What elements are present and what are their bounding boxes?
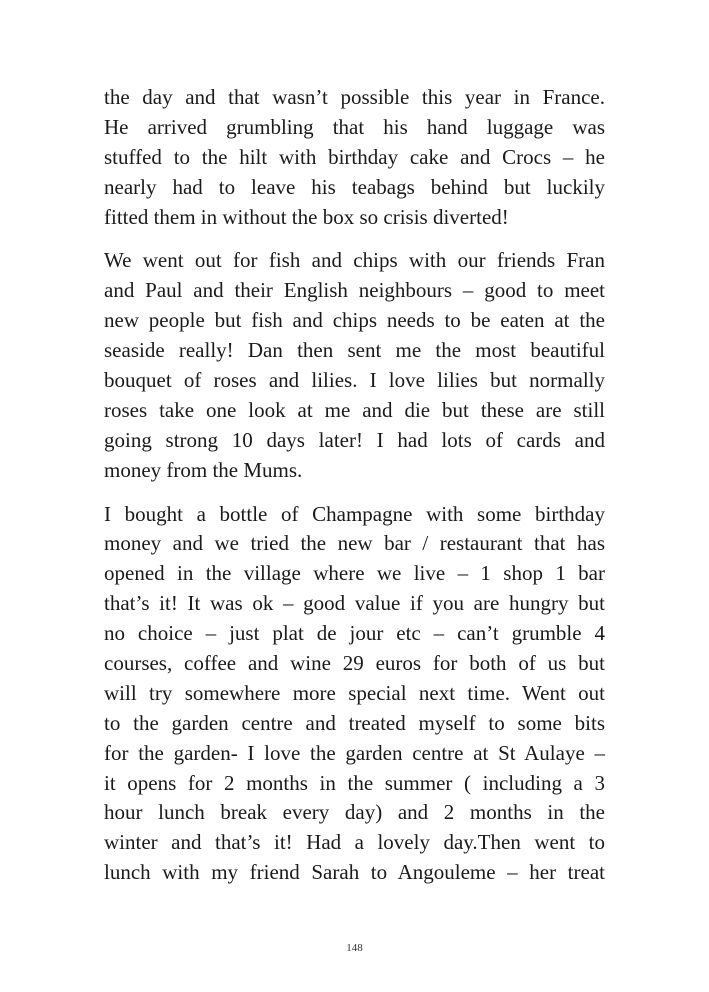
- text-line: going strong 10 days later! I had lots of cards and: [104, 427, 605, 452]
- text-line: He arrived grumbling that his hand luggage was: [104, 114, 605, 139]
- text-line: and Paul and their English neighbours – good to meet: [104, 278, 605, 303]
- text-line: We went out for fish and chips with our friends Fran: [104, 248, 605, 273]
- paragraph-3: [104, 500, 605, 889]
- text-line: for the garden- I love the garden centre at St Aulaye –: [104, 740, 605, 765]
- text-line: hour lunch break every day) and 2 months in the: [104, 800, 605, 825]
- page-body: [104, 83, 605, 902]
- text-line: new people but fish and chips needs to be eaten at the: [104, 308, 605, 333]
- text-line: no choice – just plat de jour etc – can’t grumble 4: [104, 621, 605, 646]
- text-line: I bought a bottle of Champagne with some birthday: [104, 501, 605, 526]
- text-line: nearly had to leave his teabags behind but luckily: [104, 174, 605, 199]
- text-line: fitted them in without the box so crisis diverted!: [104, 204, 509, 229]
- text-line: the day and that wasn’t possible this year in France.: [104, 85, 605, 109]
- text-line: will try somewhere more special next time. Went out: [104, 680, 605, 705]
- page-number: 148: [346, 942, 363, 954]
- text-line: to the garden centre and treated myself to some bits: [104, 710, 605, 735]
- paragraph-2: [104, 246, 605, 485]
- text-line: seaside really! Dan then sent me the most beautiful: [104, 338, 605, 363]
- text-line: winter and that’s it! Had a lovely day.Then went to: [104, 830, 605, 855]
- text-line: that’s it! It was ok – good value if you are hungry but: [104, 591, 605, 616]
- text-line: courses, coffee and wine 29 euros for both of us but: [104, 651, 605, 676]
- paragraph-1: [104, 83, 605, 232]
- text-line: lunch with my friend Sarah to Angouleme – her treat: [104, 860, 605, 885]
- text-line: money and we tried the new bar / restaurant that has: [104, 531, 605, 556]
- text-line: money from the Mums.: [104, 457, 303, 482]
- text-line: opened in the village where we live – 1 shop 1 bar: [104, 561, 605, 586]
- text-line: bouquet of roses and lilies. I love lilies but normally: [104, 368, 605, 393]
- text-line: stuffed to the hilt with birthday cake and Crocs – he: [104, 144, 605, 169]
- text-line: roses take one look at me and die but these are still: [104, 397, 605, 422]
- text-line: it opens for 2 months in the summer ( including a 3: [104, 770, 605, 795]
